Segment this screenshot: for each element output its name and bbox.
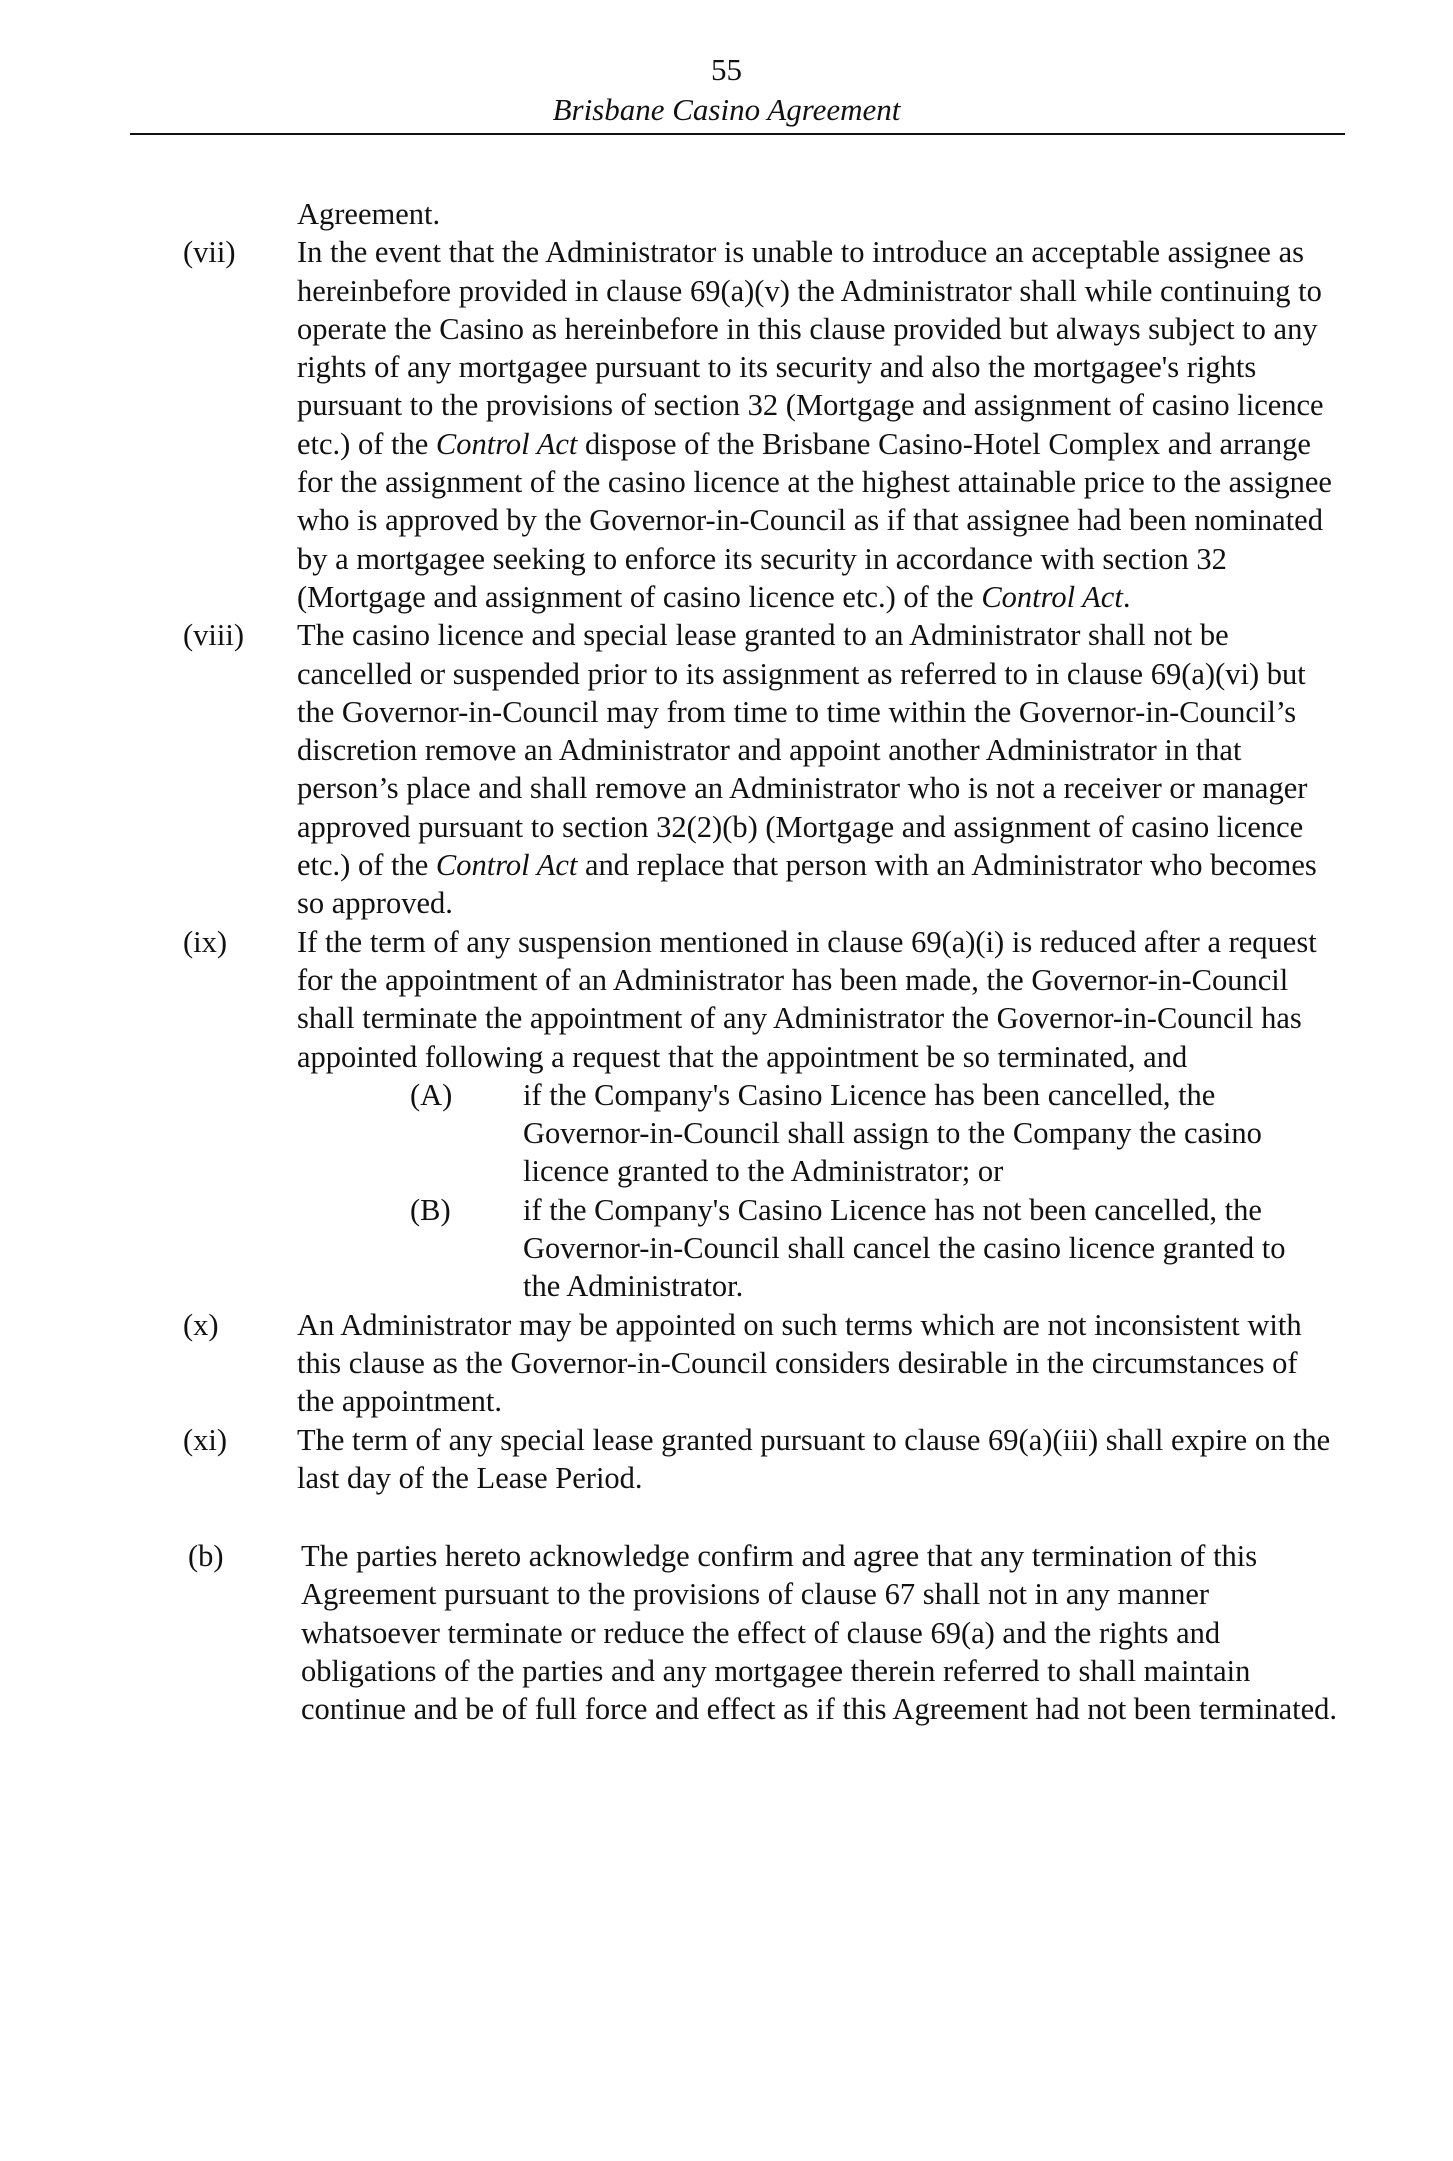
subclause-b bbox=[0, 1191, 1453, 1306]
clause-vii-text-2: dispose of the Brisbane Casino-Hotel Complex and arrange for the assignment of the casino licence at the highest attainable price to the assignee who is approved by the Governor-in-Council as if that assignee had been nominated by a mortgagee seeking to enforce its security in accordance with section 32 (Mortgage and assignment of casino licence etc.) of the bbox=[297, 426, 1332, 614]
subclause-a-text: if the Company's Casino Licence has been cancelled, the Governor-in-Council shall assign to the Company the casino licence granted to the Administrator; or bbox=[523, 1077, 1262, 1189]
clause-xi-text: The term of any special lease granted pursuant to clause 69(a)(iii) shall expire on the last day of the Lease Period. bbox=[297, 1422, 1331, 1495]
running-title: Brisbane Casino Agreement bbox=[552, 92, 901, 127]
clause-viii-label: (viii) bbox=[183, 618, 244, 653]
clause-x bbox=[0, 1306, 1453, 1421]
continuation-text: Agreement. bbox=[297, 197, 441, 231]
page-number: 55 bbox=[711, 52, 742, 87]
clause-b-label: (b) bbox=[188, 1539, 224, 1574]
document-body bbox=[0, 195, 1453, 1729]
clause-xi bbox=[0, 1421, 1453, 1498]
clause-vii-act-1: Control Act bbox=[435, 426, 578, 461]
clause-viii-act-1: Control Act bbox=[435, 848, 578, 883]
clause-vii-text bbox=[297, 233, 1342, 616]
header-rule bbox=[130, 133, 1345, 135]
clause-x-label: (x) bbox=[183, 1307, 219, 1342]
subclause-a-label: (A) bbox=[410, 1077, 453, 1112]
clause-xi-label: (xi) bbox=[183, 1422, 228, 1457]
clause-vii-text-1: In the event that the Administrator is unable to introduce an acceptable assignee as hereinbefore provided in clause 69(a)(v) the Administrator shall while continuing to operate the Casino as hereinbefore in this clause provided but always subject to any rights of any mortgagee pursuant to its security and also the mortgagee's rights pursuant to the provisions of section 32 (Mortgage and assignment of casino licence etc.) of the bbox=[297, 235, 1324, 461]
clause-vii-label: (vii) bbox=[183, 235, 236, 270]
subclause-a bbox=[0, 1076, 1453, 1191]
clause-ix-text: If the term of any suspension mentioned in clause 69(a)(i) is reduced after a request for the appointment of an Administrator has been made, the Governor-in-Council shall terminate the appointment of any Administrator the Governor-in-Council has appointed following a request that the appointment be so terminated, and bbox=[297, 924, 1317, 1074]
subclause-b-label: (B) bbox=[410, 1192, 451, 1227]
clause-vii-act-2: Control Act bbox=[981, 579, 1123, 614]
clause-ix bbox=[0, 923, 1453, 1076]
clause-viii bbox=[0, 616, 1453, 922]
clause-viii-text-2: and replace that person with an Administrator who becomes so approved. bbox=[297, 848, 1317, 921]
clause-b bbox=[0, 1537, 1453, 1728]
clause-x-text: An Administrator may be appointed on such terms which are not inconsistent with this clause as the Governor-in-Council considers desirable in the circumstances of the appointment. bbox=[297, 1307, 1302, 1419]
clause-vii bbox=[0, 233, 1453, 616]
clause-vii-text-3: . bbox=[1122, 579, 1131, 614]
clause-viii-text bbox=[297, 616, 1342, 922]
clause-viii-text-1: The casino licence and special lease granted to an Administrator shall not be cancelled or suspended prior to its assignment as referred to in clause 69(a)(vi) but the Governor-in-Council may from time to time within the Governor-in-Council’s discretion remove an Administrator and appoint another Administrator in that person’s place and shall remove an Administrator who is not a receiver or manager approved pursuant to section 32(2)(b) (Mortgage and assignment of casino licence etc.) of the bbox=[297, 618, 1308, 883]
clause-b-text: The parties hereto acknowledge confirm and agree that any termination of this Agreement pursuant to the provisions of clause 67 shall not in any manner whatsoever terminate or reduce the effect of clause 69(a) and the rights and obligations of the parties and any mortgagee therein referred to shall maintain continue and be of full force and effect as if this Agreement had not been terminated. bbox=[301, 1539, 1338, 1727]
subclause-b-text: if the Company's Casino Licence has not been cancelled, the Governor-in-Council shall cancel the casino licence granted to the Administrator. bbox=[523, 1192, 1286, 1304]
clause-ix-label: (ix) bbox=[183, 924, 228, 959]
